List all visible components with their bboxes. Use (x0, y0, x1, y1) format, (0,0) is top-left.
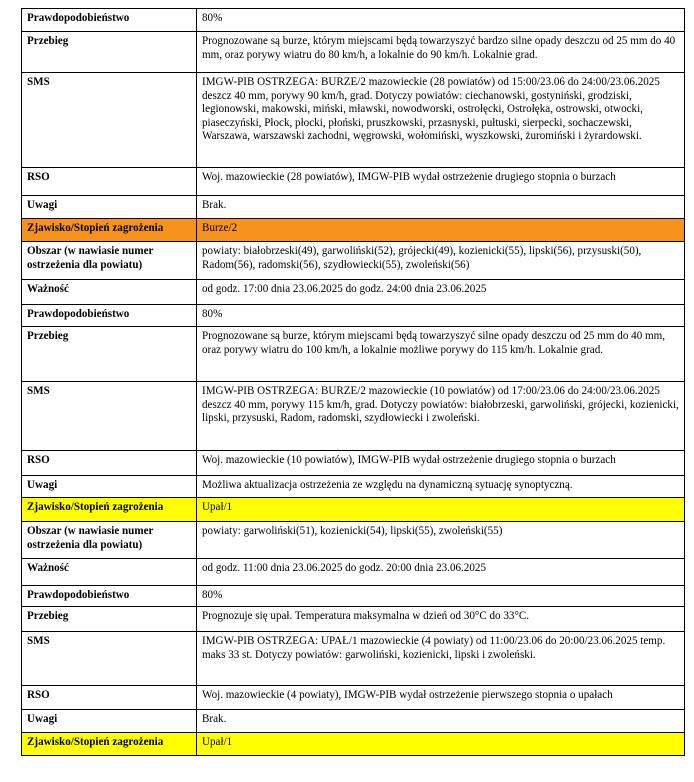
table-row (22, 607, 685, 632)
row-value: Upał/1 (197, 733, 685, 756)
row-label: Zjawisko/Stopień zagrożenia (22, 498, 197, 522)
row-label: Przebieg (22, 327, 197, 382)
table-row (22, 522, 685, 559)
table-row (22, 196, 685, 219)
row-value: Woj. mazowieckie (4 powiaty), IMGW-PIB wydał ostrzeżenie pierwszego stopnia o upałach (197, 686, 685, 710)
table-row (22, 219, 685, 242)
row-value: Brak. (197, 196, 685, 219)
table-row (22, 280, 685, 305)
table-row (22, 382, 685, 451)
table-row (22, 498, 685, 522)
table-row (22, 32, 685, 73)
row-value: 80% (197, 9, 685, 32)
row-label: Prawdopodobieństwo (22, 9, 197, 32)
row-label: RSO (22, 451, 197, 476)
row-label: SMS (22, 632, 197, 686)
row-value: Burze/2 (197, 219, 685, 242)
row-label: Ważność (22, 280, 197, 305)
row-value: powiaty: białobrzeski(49), garwoliński(52), grójecki(49), kozienicki(55), lipski(56), przysuski(50), Radom(56), radomski(56), szydłowiecki(55), zwoleński(56) (197, 242, 685, 280)
row-label: Ważność (22, 559, 197, 586)
row-label: Zjawisko/Stopień zagrożenia (22, 733, 197, 756)
row-value: IMGW-PIB OSTRZEGA: UPAŁ/1 mazowieckie (4 powiaty) od 11:00/23.06 do 20:00/23.06.2025 temp. maks 33 st. Dotyczy powiatów: garwoliński, kozienicki, lipski i zwoleński. (197, 632, 685, 686)
table-row (22, 9, 685, 32)
table-row (22, 710, 685, 733)
row-label: Przebieg (22, 32, 197, 73)
row-label: Uwagi (22, 196, 197, 219)
row-value: Prognozowane są burze, którym miejscami będą towarzyszyć bardzo silne opady deszczu od 25 mm do 40 mm, oraz porywy wiatru do 80 km/h, a lokalnie do 90 km/h. Lokalnie grad. (197, 32, 685, 73)
row-value: 80% (197, 305, 685, 327)
row-value: od godz. 11:00 dnia 23.06.2025 do godz. 20:00 dnia 23.06.2025 (197, 559, 685, 586)
warning-table (21, 8, 685, 756)
table-row (22, 476, 685, 498)
row-label: Obszar (w nawiasie numer ostrzeżenia dla powiatu) (22, 242, 197, 280)
row-label: SMS (22, 73, 197, 168)
row-value: IMGW-PIB OSTRZEGA: BURZE/2 mazowieckie (10 powiatów) od 17:00/23.06 do 24:00/23.06.2025 deszcz 40 mm, porywy 115 km/h, grad. Dotyczy powiatów: białobrzeski, garwoliński, grójecki, kozienicki, lipski, przysuski, Radom, radomski, szydłowiecki i zwoleński. (197, 382, 685, 451)
row-value: Prognozuje się upał. Temperatura maksymalna w dzień od 30°C do 33°C. (197, 607, 685, 632)
table-row (22, 586, 685, 607)
row-value: 80% (197, 586, 685, 607)
row-value: Woj. mazowieckie (28 powiatów), IMGW-PIB wydał ostrzeżenie drugiego stopnia o burzach (197, 168, 685, 196)
row-value: Prognozowane są burze, którym miejscami będą towarzyszyć silne opady deszczu od 25 mm do 40 mm, oraz porywy wiatru do 100 km/h, a lokalnie możliwe porywy do 115 km/h. Lokalnie grad. (197, 327, 685, 382)
row-label: RSO (22, 168, 197, 196)
table-row (22, 73, 685, 168)
row-label: SMS (22, 382, 197, 451)
row-value: Woj. mazowieckie (10 powiatów), IMGW-PIB wydał ostrzeżenie drugiego stopnia o burzach (197, 451, 685, 476)
table-row (22, 733, 685, 756)
row-label: Zjawisko/Stopień zagrożenia (22, 219, 197, 242)
row-label: RSO (22, 686, 197, 710)
table-row (22, 242, 685, 280)
table-row (22, 168, 685, 196)
row-label: Obszar (w nawiasie numer ostrzeżenia dla powiatu) (22, 522, 197, 559)
table-row (22, 559, 685, 586)
row-label: Uwagi (22, 710, 197, 733)
table-row (22, 327, 685, 382)
table-row (22, 632, 685, 686)
table-row (22, 305, 685, 327)
row-value: powiaty: garwoliński(51), kozienicki(54), lipski(55), zwoleński(55) (197, 522, 685, 559)
row-value: od godz. 17:00 dnia 23.06.2025 do godz. 24:00 dnia 23.06.2025 (197, 280, 685, 305)
row-value: Brak. (197, 710, 685, 733)
table-row (22, 451, 685, 476)
row-value: Możliwa aktualizacja ostrzeżenia ze względu na dynamiczną sytuację synoptyczną. (197, 476, 685, 498)
row-value: Upał/1 (197, 498, 685, 522)
row-label: Prawdopodobieństwo (22, 305, 197, 327)
table-row (22, 686, 685, 710)
row-value: IMGW-PIB OSTRZEGA: BURZE/2 mazowieckie (28 powiatów) od 15:00/23.06 do 24:00/23.06.2025 deszcz 40 mm, porywy 90 km/h, grad. Dotyczy powiatów: ciechanowski, gostyniński, grodziski, legionowski, makowski, miński, mławski, nowodworski, ostrołęcki, Ostrołęka, ostrowski, otwocki, piaseczyński, Płock, płocki, płoński, pruszkowski, przasnyski, pułtuski, sierpecki, sochaczewski, Warszawa, warszawski zachodni, węgrowski, wołomiński, wyszkowski, żuromiński i żyrardowski. (197, 73, 685, 168)
row-label: Przebieg (22, 607, 197, 632)
row-label: Uwagi (22, 476, 197, 498)
row-label: Prawdopodobieństwo (22, 586, 197, 607)
